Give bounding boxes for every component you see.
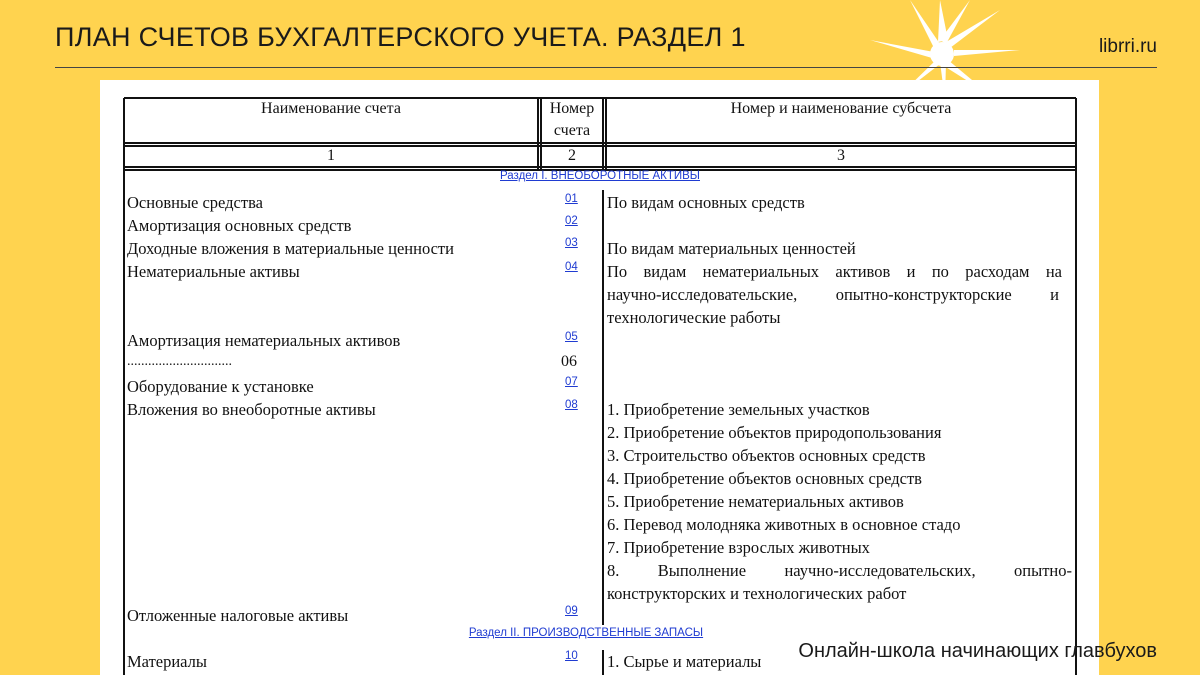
row-sub-line: 2. Приобретение объектов природопользования [607, 423, 942, 442]
row-sub-line: 4. Приобретение объектов основных средств [607, 469, 922, 488]
account-code-link[interactable]: 05 [565, 331, 578, 343]
section-link-2[interactable]: Раздел II. ПРОИЗВОДСТВЕННЫЕ ЗАПАСЫ [468, 627, 704, 639]
header-account-name: Наименование счета [261, 100, 401, 117]
row-sub-line: 6. Перевод молодняка животных в основное стадо [607, 515, 961, 534]
header-account-number: Номер [549, 100, 595, 117]
document-sheet [100, 80, 1099, 675]
account-code-link[interactable]: 09 [565, 605, 578, 617]
row-sub-line: 1. Приобретение земельных участков [607, 400, 870, 419]
row-sub-line: 5. Приобретение нематериальных активов [607, 492, 904, 511]
account-code: 06 [561, 353, 577, 370]
col-number-2: 2 [568, 147, 576, 164]
row-name: Основные средства [127, 193, 263, 212]
col-number-3: 3 [837, 147, 845, 164]
footer-caption: Онлайн-школа начинающих главбухов [798, 640, 1157, 662]
row-name: Нематериальные активы [127, 262, 300, 281]
account-code-link[interactable]: 02 [565, 215, 578, 227]
row-name: Доходные вложения в материальные ценности [127, 239, 454, 258]
row-name: Материалы [127, 652, 207, 671]
account-code-link[interactable]: 04 [565, 261, 578, 273]
row-sub-line: технологические работы [607, 308, 781, 327]
page-title: ПЛАН СЧЕТОВ БУХГАЛТЕРСКОГО УЧЕТА. РАЗДЕЛ 1 [55, 22, 746, 52]
account-code-link[interactable]: 08 [565, 399, 578, 411]
header-subaccount: Номер и наименование субсчета [730, 100, 952, 117]
site-brand[interactable]: librri.ru [1098, 36, 1157, 57]
row-sub-line: научно-исследовательские, опытно-конструкторские и [607, 285, 1059, 304]
row-sub-line: 3. Строительство объектов основных средств [607, 446, 926, 465]
account-code-link[interactable]: 03 [565, 237, 578, 249]
account-code-link[interactable]: 01 [565, 193, 578, 205]
account-code-link[interactable]: 10 [565, 650, 578, 662]
row-sub-line: По видам нематериальных активов и по расходам на [607, 262, 1062, 281]
row-sub-line: конструкторских и технологических работ [607, 584, 907, 603]
header-account-number-2: счета [553, 122, 591, 139]
row-sub-line: 7. Приобретение взрослых животных [607, 538, 870, 557]
row-name: Амортизация нематериальных активов [127, 331, 401, 350]
col-number-1: 1 [327, 147, 335, 164]
row-name: .............................. [127, 354, 232, 369]
section-link-1[interactable]: Раздел I. ВНЕОБОРОТНЫЕ АКТИВЫ [500, 170, 700, 182]
row-sub: 1. Сырье и материалы [607, 652, 762, 671]
row-sub: По видам материальных ценностей [607, 239, 856, 258]
account-code-link[interactable]: 07 [565, 376, 578, 388]
row-sub-line: 8. Выполнение научно-исследовательских, опытно- [607, 561, 1072, 580]
header-divider [55, 67, 1157, 68]
row-sub: По видам основных средств [607, 193, 805, 212]
row-name: Амортизация основных средств [127, 216, 352, 235]
row-name: Вложения во внеоборотные активы [127, 400, 376, 419]
row-name: Отложенные налоговые активы [127, 606, 349, 625]
row-name: Оборудование к установке [127, 377, 314, 396]
